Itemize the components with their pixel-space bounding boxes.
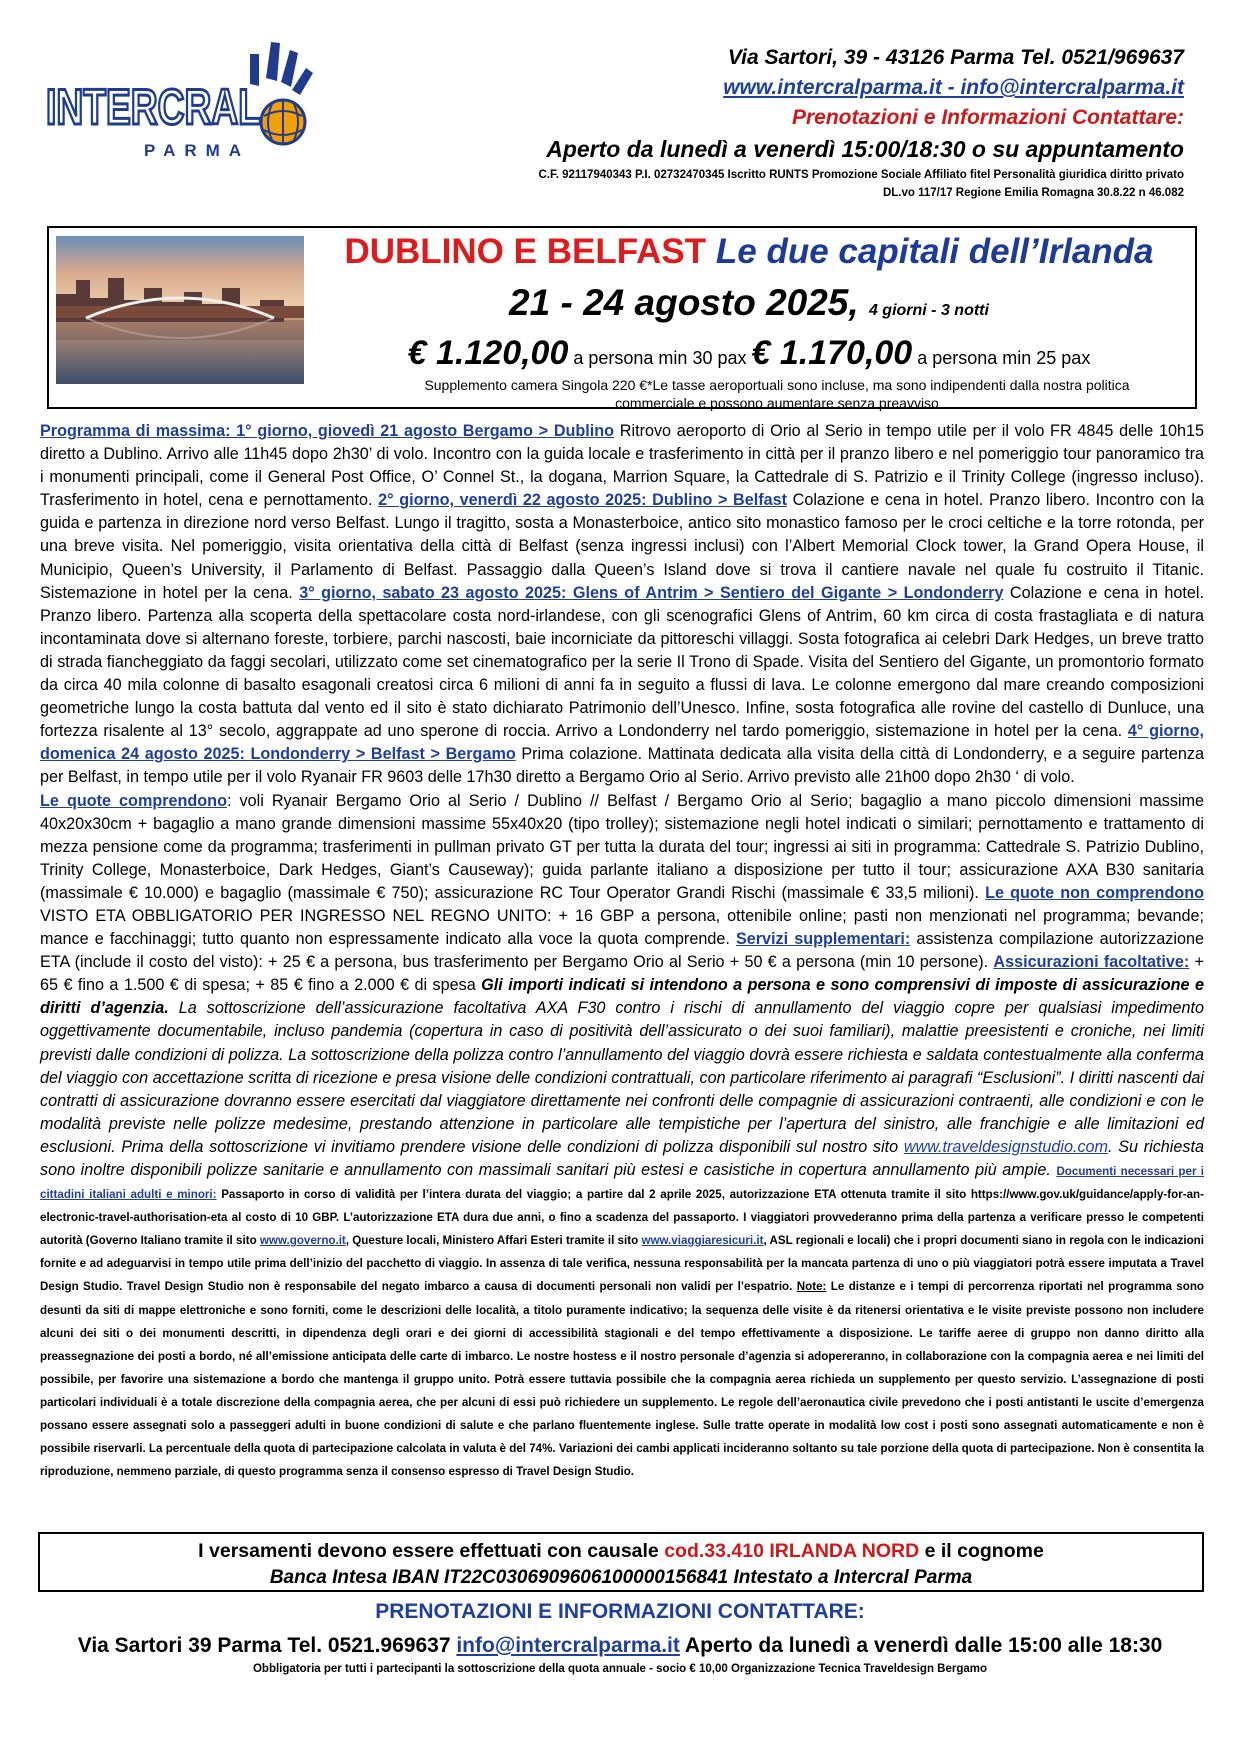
header-hours: Aperto da lunedì a venerdì 15:00/18:30 o su appuntamento [546, 136, 1184, 162]
header-site-email[interactable] [723, 76, 1184, 100]
note-heading: Note: [796, 1280, 827, 1294]
trip-dates [309, 282, 1189, 324]
logo-text: INTERCRAL [46, 79, 261, 135]
header-site-link[interactable]: www.intercralparma.it - info@intercralparma.it [723, 76, 1184, 99]
insurance-italic-2: . Su richiesta sono inoltre disponibili polizze sanitarie e annullamento con massimali sanitari più estesi e casistiche in copertura annullamento più ampie. [40, 1137, 1204, 1179]
header-address: Via Sartori, 39 - 43126 Parma Tel. 0521/969637 [727, 46, 1184, 69]
trip-title [309, 232, 1189, 272]
trip-title-main: DUBLINO E BELFAST [344, 232, 707, 271]
day3-heading: 3° giorno, sabato 23 agosto 2025: Glens of Antrim > Sentiero del Gigante > Londonderry [299, 583, 1004, 602]
payment-box [38, 1532, 1204, 1592]
day1-text: Ritrovo aeroporto di Orio al Serio in tempo utile per il volo FR 4845 delle 10h15 diretto a Dublino. Arrivo alle 11h45 dopo 2h30’ di volo. Incontro con la guida locale e trasferimento in città per il pranzo libero e nel pomeriggio tour panoramico tra i monumenti principali, come il General Post Office, O’ Connel St., la dogana, Marrion Square, la Cattedrale di S. Patrizio e il Trinity College (ingresso incluso). Trasferimento in hotel, cena e pernottamento. [40, 422, 1204, 510]
logo-sub: PARMA [144, 141, 251, 160]
insurance-text: + 65 € fino a 1.500 € di spesa; + 85 € fino a 2.000 € di spesa [40, 953, 1205, 995]
traveldesign-link[interactable]: www.traveldesignstudio.com [903, 1137, 1109, 1156]
excluded-heading: Le quote non comprendono [985, 883, 1204, 902]
day2-text: Colazione e cena in hotel. Pranzo libero. Incontro con la guida e partenza in direzione nord verso Belfast. Lungo il tragitto, sosta a Monasterboice, antico sito monastico famoso per le croci celtiche e la torre rotonda, per una breve visita. Nel pomeriggio, visita orientativa della città di Belfast (senza ingressi inclusi) con l’Albert Memorial Clock tower, la Grand Opera House, il Municipio, Queen’s University, il Parlamento di Belfast. Passaggio dalla Queen’s Island dove si trova il cantiere navale nel quale fu costruito il Titanic. Sistemazione in hotel per la cena. [40, 491, 1204, 602]
day1-heading: Programma di massima: 1° giorno, giovedì 21 agosto Bergamo > Dublino [40, 422, 615, 440]
payment-code: cod.33.410 IRLANDA NORD [664, 1540, 920, 1562]
footer-contact: PRENOTAZIONI E INFORMAZIONI CONTATTARE: [375, 1600, 865, 1623]
governo-link[interactable]: www.governo.it [259, 1234, 346, 1248]
program-text [40, 420, 1204, 1482]
price-2-note: a persona min 25 pax [912, 348, 1091, 368]
payment-line-1 [40, 1540, 1202, 1563]
dublin-photo [56, 236, 304, 384]
header-contact: Prenotazioni e Informazioni Contattare: [791, 106, 1184, 129]
trip-prices [309, 334, 1189, 373]
footer-address-line [0, 1634, 1240, 1658]
day2-heading: 2° giorno, venerdì 22 agosto 2025: Dublino > Belfast [378, 491, 788, 510]
supplement-note: Supplemento camera Singola 220 €*Le tasse aeroportuali sono incluse, ma sono indipendenti dalla nostra politica commerciale e possono aumentare senza preavviso [424, 377, 1130, 411]
trip-title-sub: Le due capitali dell’Irlanda [715, 232, 1154, 271]
trip-dates-text: 21 - 24 agosto 2025, [509, 282, 859, 323]
price-1-note: a persona min 30 pax [568, 348, 752, 368]
included-text: : voli Ryanair Bergamo Orio al Serio / Dublino // Belfast / Bergamo Orio al Serio; bagaglio a mano piccolo dimensioni massime 40x20x30cm + bagaglio a mano grande dimensioni massime 55x40x20 (tipo trolley); sistemazione negli hotel indicati o similari; pernottamento e trattamento di mezza pensione come da programma; trasferimenti in pullman privato GT per tutta la durata del tour; ingressi ai siti in programma: Cattedrale S. Patrizio Dublino, Trinity College, Monasterboice, Dark Hedges, Giant’s Causeway); guida parlante italiano a disposizione per tutto il tour; assicurazione AXA B30 sanitaria (massimale € 10.000) e bagaglio (massimale € 750); assicurazione RC Tour Operator Grandi Rischi (massimale € 33,5 milioni). [40, 791, 1204, 902]
footer-email-link[interactable]: info@intercralparma.it [456, 1634, 680, 1657]
day3-text: Colazione e cena in hotel. Pranzo libero. Partenza alla scoperta della spettacolare costa nord-irlandese, con gli scenografici Glens of Antrim, 60 km circa di costa frastagliata e di natura incontaminata dove si alternano foreste, torbiere, parchi nascosti, baie incorniciate da pittoreschi villaggi. Sosta fotografica ai celebri Dark Hedges, un breve tratto di strada fiancheggiato da faggi secolari, utilizzato come set cinematografico per la serie Il Trono di Spade. Visita del Sentiero del Gigante, un promontorio formato da circa 40 mila colonne di basalto esagonali creatosi circa 6 milioni di anni fa in seguito a flussi di lava. Le colonne emergono dal mare creando composizioni geometriche lungo la costa battuta dal vento ed il sito è stato dichiarato Patrimonio dell’Unesco. Infine, sosta fotografica alle rovine del castello di Dunluce, una fortezza risalente al 13° secolo, aggrappate ad uno sperone di roccia. Arrivo a Londonderry nel tardo pomeriggio, sistemazione in hotel per la cena. [40, 583, 1205, 741]
included-heading: Le quote comprendono [40, 791, 227, 810]
title-box [47, 226, 1197, 409]
day4-text: Prima colazione. Mattinata dedicata alla visita della città di Londonderry, e a seguire partenza per Belfast, in tempo utile per il volo Ryanair FR 9603 delle 17h30 diretto a Bergamo Orio al Serio. Arrivo previsto alle 21h00 dopo 2h30 ‘ di volo. [40, 745, 1204, 787]
footer-hours: Aperto da lunedì a venerdì dalle 15:00 alle 18:30 [679, 1634, 1163, 1657]
intercral-logo [44, 38, 314, 173]
trip-duration: 4 giorni - 3 notti [868, 302, 989, 319]
payment-text-a: I versamenti devono essere effettuati con causale [198, 1540, 665, 1562]
price-2: € 1.170,00 [751, 334, 913, 372]
payment-text-b: e il cognome [919, 1540, 1044, 1562]
insurance-bold: Gli importi indicati si intendono a persona e sono comprensivi di imposte di assicurazione e diritti d’agenzia. [40, 976, 1204, 1018]
fiscal-line-2: DL.vo 117/17 Regione Emilia Romagna 30.8.22 n 46.082 [882, 187, 1184, 199]
supplementary-heading: Servizi supplementari: [735, 930, 911, 949]
footer-fine-print: Obbligatoria per tutti i partecipanti la sottoscrizione della quota annuale - socio € 10,00 Organizzazione Tecnica Traveldesign Bergamo [252, 1663, 988, 1675]
payment-iban: Banca Intesa IBAN IT22C0306909606100000156841 Intestato a Intercral Parma [269, 1567, 973, 1588]
insurance-heading: Assicurazioni facoltative: [993, 953, 1190, 972]
supplementary-text: assistenza compilazione autorizzazione ETA (include il costo del visto): + 25 € a persona, bus trasferimento per Bergamo Orio al Serio + 50 € a persona (min 10 persone). [40, 930, 1204, 972]
documents-text-1: Passaporto in corso di validità per l’intera durata del viaggio; a partire dal 2 aprile 2025, autorizzazione ETA ottenuta tramite il sito https://www.gov.uk/guidance/apply-for-an-electronic-travel-authorisation-eta al costo di 10 GBP. L’autorizzazione ETA dura due anni, o fino a scadenza del passaporto. I viaggiatori provvederanno prima della partenza a verificare presso le competenti autorità (Governo Italiano tramite il sito [40, 1188, 1204, 1248]
insurance-italic: La sottoscrizione dell’assicurazione facoltativa AXA F30 contro i rischi di annullamento del viaggio copre per qualsiasi impedimento oggettivamente documentabile, incluso pandemia (copertura in caso di positività dell’assicurato o dei suoi familiari), malattie preesistenti e croniche, nei limiti previsti dalle condizioni di polizza. La sottoscrizione della polizza contro l’annullamento del viaggio dovrà essere richiesta e saldata contestualmente alla conferma del viaggio con accettazione scritta di ricezione e presa visione delle condizioni contrattuali, con particolare riferimento ai paragrafi “Esclusioni”. I diritti nascenti dai contratti di assicurazione dovranno essere esercitati dal viaggiatore direttamente nei confronti delle compagnie di assicurazioni contraenti, alle condizioni e con le modalità previste nelle polizze medesime, prestando attenzione in particolare alle tempistiche per l’apertura del sinistro, alle franchigie e alle limitazioni ed esclusioni. Prima della sottoscrizione vi invitiamo prendere visione delle condizioni di polizza disponibili sul nostro sito [40, 999, 1204, 1156]
price-1: € 1.120,00 [407, 334, 569, 372]
footer-address: Via Sartori 39 Parma Tel. 0521.969637 [77, 1634, 457, 1657]
note-text: Le distanze e i tempi di percorrenza riportati nel programma sono desunti da siti di mappe elettroniche e sono forniti, come le descrizioni delle località, a titolo puramente indicativo; la sequenza delle visite è da ritenersi orientativa e le visite previste possono non includere alcuni dei siti o dei monumenti descritti, in dipendenza degli orari e dei giorni di accessibilità stagionali e del tempo effettivamente a disposizione. Le tariffe aeree di gruppo non danno diritto alla preassegnazione dei posti a bordo, né all’emissione anticipata delle carte di imbarco. Le nostre hostess e il nostro personale d’agenzia si adopereranno, in collaborazione con la compagnia aerea e nei limiti del possibile, per favorire una sistemazione a bordo che mantenga il gruppo unito. Potrà essere tuttavia possibile che la compagnia aerea richieda un supplemento per questo servizio. L’assegnazione di posti particolari individuali è a totale discrezione della compagnia aerea, che per alcuni di essi può richiedere un supplemento. Le regole dell’aeronautica civile prevedono che i posti antistanti le uscite d’emergenza possano essere assegnati solo a passeggeri adulti in buone condizioni di salute e che parlano fluentemente inglese. Sulle tratte operate in modalità low cost i posti sono assegnati automaticamente e non è possibile riservarli. La percentuale della quota di partecipazione calcolata in valuta è del 74%. Variazioni dei cambi applicati incideranno soltanto su tale porzione della quota di partecipazione. Non è consentita la riproduzione, nemmeno parziale, di questo programma senza il consenso espresso di Travel Design Studio. [40, 1280, 1204, 1479]
documents-text-2: , Questure locali, Ministero Affari Esteri tramite il sito [345, 1234, 642, 1248]
documents-text-3: , ASL regionali e locali) che i propri documenti siano in regola con le indicazioni fornite e ad adeguarvisi in tempo utile prima dell’inizio del pacchetto di viaggio. In assenza di tale verifica, nessuna responsabilità per la mancata partenza di uno o più viaggiatori potrà essere imputata a Travel Design Studio. Travel Design Studio non è responsabile del negato imbarco a causa di documenti personali non validi per l’espatrio. [40, 1234, 1204, 1294]
viaggiaresicuri-link[interactable]: www.viaggiaresicuri.it [641, 1234, 764, 1248]
documents-heading: Documenti necessari per i cittadini italiani adulti e minori: [40, 1165, 1204, 1202]
excluded-text: VISTO ETA OBBLIGATORIO PER INGRESSO NEL REGNO UNITO: + 16 GBP a persona, ottenibile online; pasti non menzionati nel programma; bevande; mance e facchinaggi; tutto quanto non espressamente indicato alla voce la quota comprende. [40, 906, 1204, 949]
day4-heading: 4° giorno, domenica 24 agosto 2025: Londonderry > Belfast > Bergamo [40, 722, 1204, 764]
fiscal-line-1: C.F. 92117940343 P.I. 02732470345 Iscritto RUNTS Promozione Sociale Affiliato fitel Personalità giuridica diritto privato [538, 169, 1184, 181]
